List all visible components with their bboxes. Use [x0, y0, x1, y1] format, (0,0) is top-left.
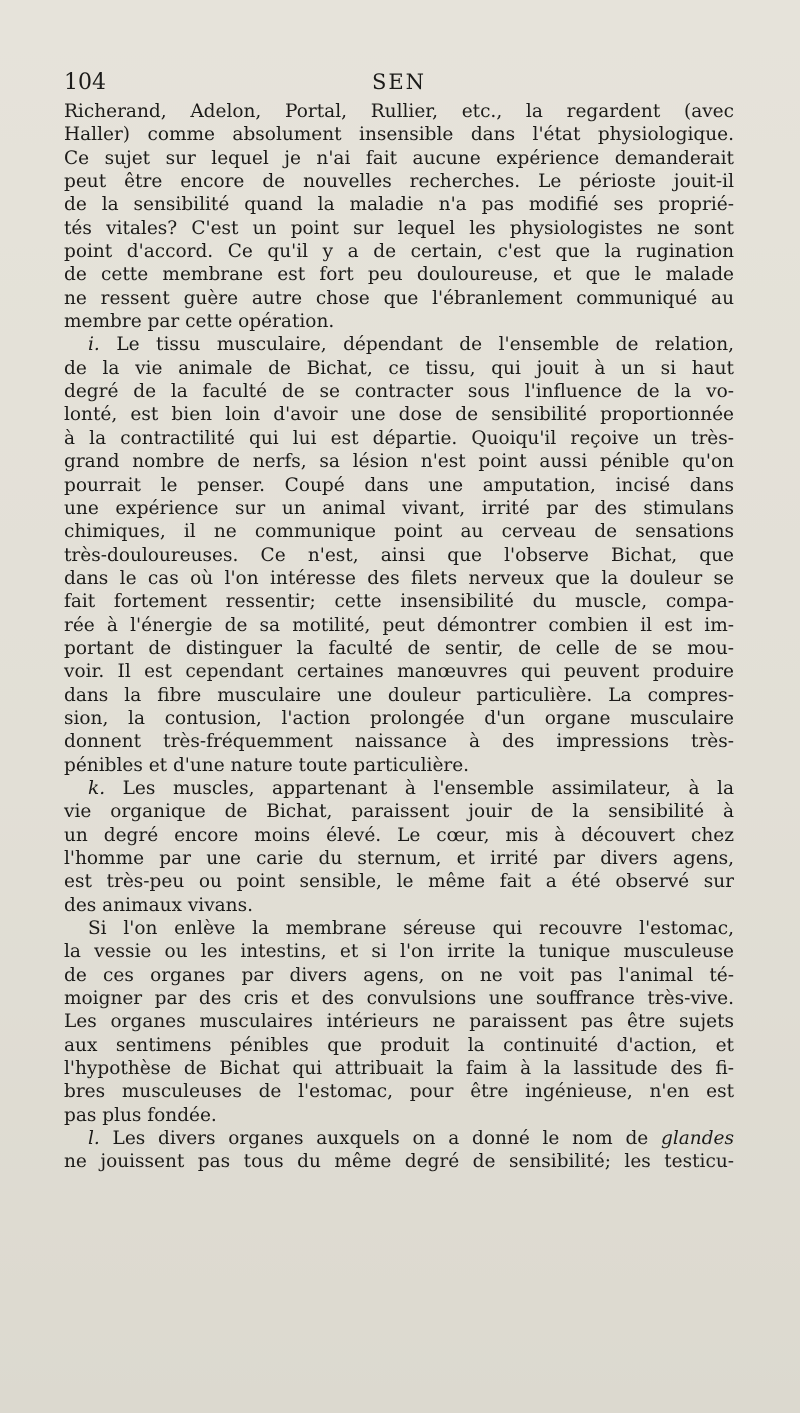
text-line	[64, 870, 734, 893]
line-text: voir. Il est cependant certaines manœuvres qui peuvent produire	[64, 661, 734, 683]
text-line	[64, 637, 734, 660]
text-line	[64, 824, 734, 847]
line-text: membre par cette opération.	[64, 311, 335, 333]
text-line	[64, 1057, 734, 1080]
text-line	[64, 263, 734, 286]
section-marker: k.	[88, 777, 106, 799]
line-text: pénibles et d'une nature toute particulière.	[64, 754, 470, 776]
section-marker: i.	[88, 334, 100, 356]
line-text: de cette membrane est fort peu douloureuse, et que le malade	[64, 264, 734, 286]
line-text: moigner par des cris et des convulsions une souffrance très-vive.	[64, 988, 734, 1010]
text-line	[64, 1080, 734, 1103]
text-line	[64, 474, 734, 497]
line-text: grand nombre de nerfs, sa lésion n'est point aussi pénible qu'on	[64, 451, 734, 473]
line-text: de ces organes par divers agens, on ne voit pas l'animal té-	[64, 964, 734, 986]
line-text: dans le cas où l'on intéresse des filets nerveux que la douleur se	[64, 567, 734, 589]
text-line	[64, 380, 734, 403]
text-line	[64, 287, 734, 310]
body-text	[64, 100, 734, 1174]
text-line	[64, 310, 734, 333]
line-text: pourrait le penser. Coupé dans une amputation, incisé dans	[64, 474, 734, 496]
text-line	[64, 590, 734, 613]
text-line	[64, 707, 734, 730]
line-text: peut être encore de nouvelles recherches. Le périoste jouit-il	[64, 171, 734, 193]
line-text: très-douloureuses. Ce n'est, ainsi que l'observe Bichat, que	[64, 544, 734, 566]
text-line	[64, 894, 734, 917]
line-text: Le tissu musculaire, dépendant de l'ensemble de relation,	[99, 334, 734, 356]
text-line	[64, 100, 734, 123]
text-line	[64, 497, 734, 520]
line-text: point d'accord. Ce qu'il y a de certain, c'est que la rugination	[64, 241, 734, 263]
line-text: dans la fibre musculaire une douleur particulière. La compres-	[64, 684, 734, 706]
text-line	[64, 544, 734, 567]
line-text: aux sentimens pénibles que produit la continuité d'action, et	[64, 1034, 734, 1056]
text-line	[64, 333, 734, 356]
line-text: Richerand, Adelon, Portal, Rullier, etc., la regardent (avec	[64, 101, 734, 122]
text-line	[64, 1150, 734, 1173]
line-text: un degré encore moins élevé. Le cœur, mis à découvert chez	[64, 824, 734, 846]
text-line	[64, 777, 734, 800]
section-marker: l.	[88, 1128, 100, 1150]
line-text: vie organique de Bichat, paraissent jouir de la sensibilité à	[64, 801, 734, 823]
line-text: Ce sujet sur lequel je n'ai fait aucune expérience demanderait	[64, 147, 734, 169]
text-line	[64, 917, 734, 940]
text-line	[64, 660, 734, 683]
line-text: lonté, est bien loin d'avoir une dose de sensibilité proportionnée	[64, 404, 734, 426]
text-line	[64, 987, 734, 1010]
text-line	[64, 1034, 734, 1057]
line-text: portant de distinguer la faculté de sentir, de celle de se mou-	[64, 637, 734, 659]
line-text: la vessie ou les intestins, et si l'on irrite la tunique musculeuse	[64, 941, 734, 963]
line-text: est très-peu ou point sensible, le même fait a été observé sur	[64, 871, 734, 893]
line-text: Les muscles, appartenant à l'ensemble assimilateur, à la	[105, 777, 734, 799]
line-text: Haller) comme absolument insensible dans l'état physiologique.	[64, 124, 734, 146]
line-text: fait fortement ressentir; cette insensibilité du muscle, compa-	[64, 591, 734, 613]
page-number: 104	[64, 70, 106, 95]
text-line	[64, 730, 734, 753]
line-text: l'homme par une carie du sternum, et irrité par divers agens,	[64, 848, 734, 869]
text-line	[64, 940, 734, 963]
line-text: tés vitales? C'est un point sur lequel les physiologistes ne sont	[64, 217, 734, 239]
text-line	[64, 427, 734, 450]
text-line	[64, 147, 734, 170]
line-text: Si l'on enlève la membrane séreuse qui recouvre l'estomac,	[88, 918, 734, 940]
text-line	[64, 567, 734, 590]
text-line	[64, 357, 734, 380]
text-line	[64, 847, 734, 870]
running-head: SEN	[371, 70, 427, 94]
line-text: ne ressent guère autre chose que l'ébranlement communiqué au	[64, 287, 734, 309]
line-text: une expérience sur un animal vivant, irrité par des stimulans	[64, 497, 734, 519]
text-line	[64, 964, 734, 987]
line-text: Les organes musculaires intérieurs ne paraissent pas être sujets	[64, 1011, 734, 1033]
text-line	[64, 403, 734, 426]
italic-term: glandes	[661, 1128, 734, 1150]
text-line	[64, 614, 734, 637]
text-line	[64, 1010, 734, 1033]
line-text: des animaux vivans.	[64, 894, 253, 916]
text-line	[64, 1104, 734, 1127]
line-text: à la contractilité qui lui est départie. Quoiqu'il reçoive un très-	[64, 427, 734, 449]
text-line	[64, 800, 734, 823]
line-text: de la vie animale de Bichat, ce tissu, qui jouit à un si haut	[64, 357, 734, 379]
text-line	[64, 240, 734, 263]
line-text: l'hypothèse de Bichat qui attribuait la faim à la lassitude des fi-	[64, 1058, 734, 1080]
text-line	[64, 217, 734, 240]
text-line	[64, 684, 734, 707]
line-text: de la sensibilité quand la maladie n'a pas modifié ses proprié-	[64, 194, 734, 216]
page-header	[64, 66, 734, 100]
line-text: pas plus fondée.	[64, 1104, 217, 1126]
text-line	[64, 754, 734, 777]
text-line	[64, 520, 734, 543]
line-text: Les divers organes auxquels on a donné le nom de	[99, 1128, 661, 1150]
line-text: degré de la faculté de se contracter sous l'influence de la vo-	[64, 381, 734, 403]
line-text: ne jouissent pas tous du même degré de sensibilité; les testicu-	[64, 1151, 734, 1173]
text-line	[64, 123, 734, 146]
text-line	[64, 1127, 734, 1150]
text-line	[64, 193, 734, 216]
text-line	[64, 170, 734, 193]
line-text: rée à l'énergie de sa motilité, peut démontrer combien il est im-	[64, 614, 734, 636]
line-text: chimiques, il ne communique point au cerveau de sensations	[64, 521, 734, 543]
text-line	[64, 450, 734, 473]
line-text: bres musculeuses de l'estomac, pour être ingénieuse, n'en est	[64, 1081, 734, 1103]
line-text: sion, la contusion, l'action prolongée d'un organe musculaire	[64, 707, 734, 729]
line-text: donnent très-fréquemment naissance à des impressions très-	[64, 731, 734, 753]
